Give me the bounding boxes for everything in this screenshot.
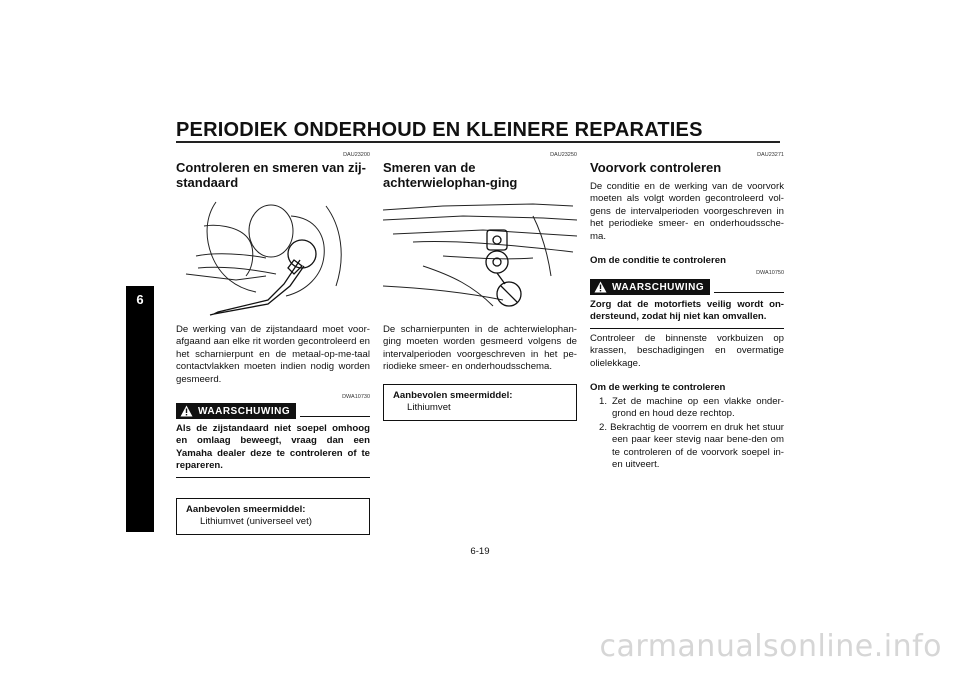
- page-number: 6-19: [470, 546, 490, 557]
- warning-triangle-icon: [180, 405, 193, 417]
- rear-suspension-illustration: [383, 196, 577, 316]
- steps-list: [590, 396, 784, 471]
- warning-text: Zorg dat de motorfiets veilig wordt on-dersteund, zodat hij niet kan omvallen.: [590, 299, 784, 329]
- section-title: Controleren en smeren van zij-standaard: [176, 160, 366, 190]
- warning-header: [590, 279, 784, 295]
- column-rear-suspension: [383, 148, 577, 421]
- step-item: 1. Zet de machine op een vlakke onder-grond en houd deze rechtop.: [599, 396, 784, 420]
- subheading-operation: Om de werking te controleren: [590, 382, 726, 394]
- lubricant-value: Lithiumvet: [407, 402, 451, 414]
- section-title: Smeren van de achterwielophan-ging: [383, 160, 518, 190]
- warning-label: [590, 279, 710, 295]
- header-rule: [176, 141, 780, 143]
- section-code: DAU23271: [757, 152, 784, 158]
- section-code: DAU23200: [343, 152, 370, 158]
- lubricant-box: [383, 384, 577, 422]
- chapter-tab: [126, 286, 154, 532]
- warning-label-text: WAARSCHUWING: [198, 405, 291, 417]
- section-code: DAU23250: [550, 152, 577, 158]
- section-body: De werking van de zijstandaard moet voor-afgaand aan elke rit worden gecontroleerd en het scharnierpunt en de metaal-op-me-taal contactvlakken moeten indien nodig worden gesmeerd.: [176, 324, 370, 385]
- warning-header: [176, 403, 370, 419]
- column-front-fork: [590, 148, 784, 473]
- step-item: 2. Bekrachtig de voorrem en druk het stuur een paar keer stevig naar bene-den om te controleren of de voorvork soepel in- en uitveert.: [599, 421, 784, 471]
- warning-code: DWA10750: [756, 270, 784, 277]
- watermark: carmanualsonline.info: [599, 629, 942, 664]
- warning-label-text: WAARSCHUWING: [612, 281, 705, 293]
- section-title: Voorvork controleren: [590, 160, 722, 175]
- warning-line: [300, 416, 370, 417]
- section-intro: De conditie en de werking van de voorvork moeten als volgt worden gecontroleerd vol-gens de intervalperioden voorgeschreven in het periodieke smeer- en onderhoudssche-ma.: [590, 181, 784, 242]
- lubricant-title: Aanbevolen smeermiddel:: [393, 389, 513, 401]
- warning-label: [176, 403, 296, 419]
- section-body: De scharnierpunten in de achterwielophan-ging moeten worden gesmeerd volgens de intervalperioden voorgeschreven in het pe-riodieke smeer- en onderhoudsschema.: [383, 324, 577, 373]
- chapter-number: 6: [136, 292, 144, 307]
- warning-text: Als de zijstandaard niet soepel omhoog en omlaag beweegt, vraag dan een Yamaha dealer deze te controleren of te repareren.: [176, 423, 370, 478]
- side-stand-illustration: [176, 196, 370, 316]
- lubricant-title: Aanbevolen smeermiddel:: [186, 503, 306, 515]
- lubricant-box: [176, 498, 370, 536]
- lubricant-value: Lithiumvet (universeel vet): [200, 516, 312, 528]
- warning-line: [714, 292, 784, 293]
- section-body: Controleer de binnenste vorkbuizen op krassen, beschadigingen en overmatige olielekkage.: [590, 332, 784, 369]
- warning-triangle-icon: [594, 281, 607, 293]
- warning-code: DWA10730: [342, 394, 370, 401]
- subheading-condition: Om de conditie te controleren: [590, 255, 726, 267]
- column-side-stand: [176, 148, 370, 535]
- page-header-title: PERIODIEK ONDERHOUD EN KLEINERE REPARATIES: [176, 119, 703, 141]
